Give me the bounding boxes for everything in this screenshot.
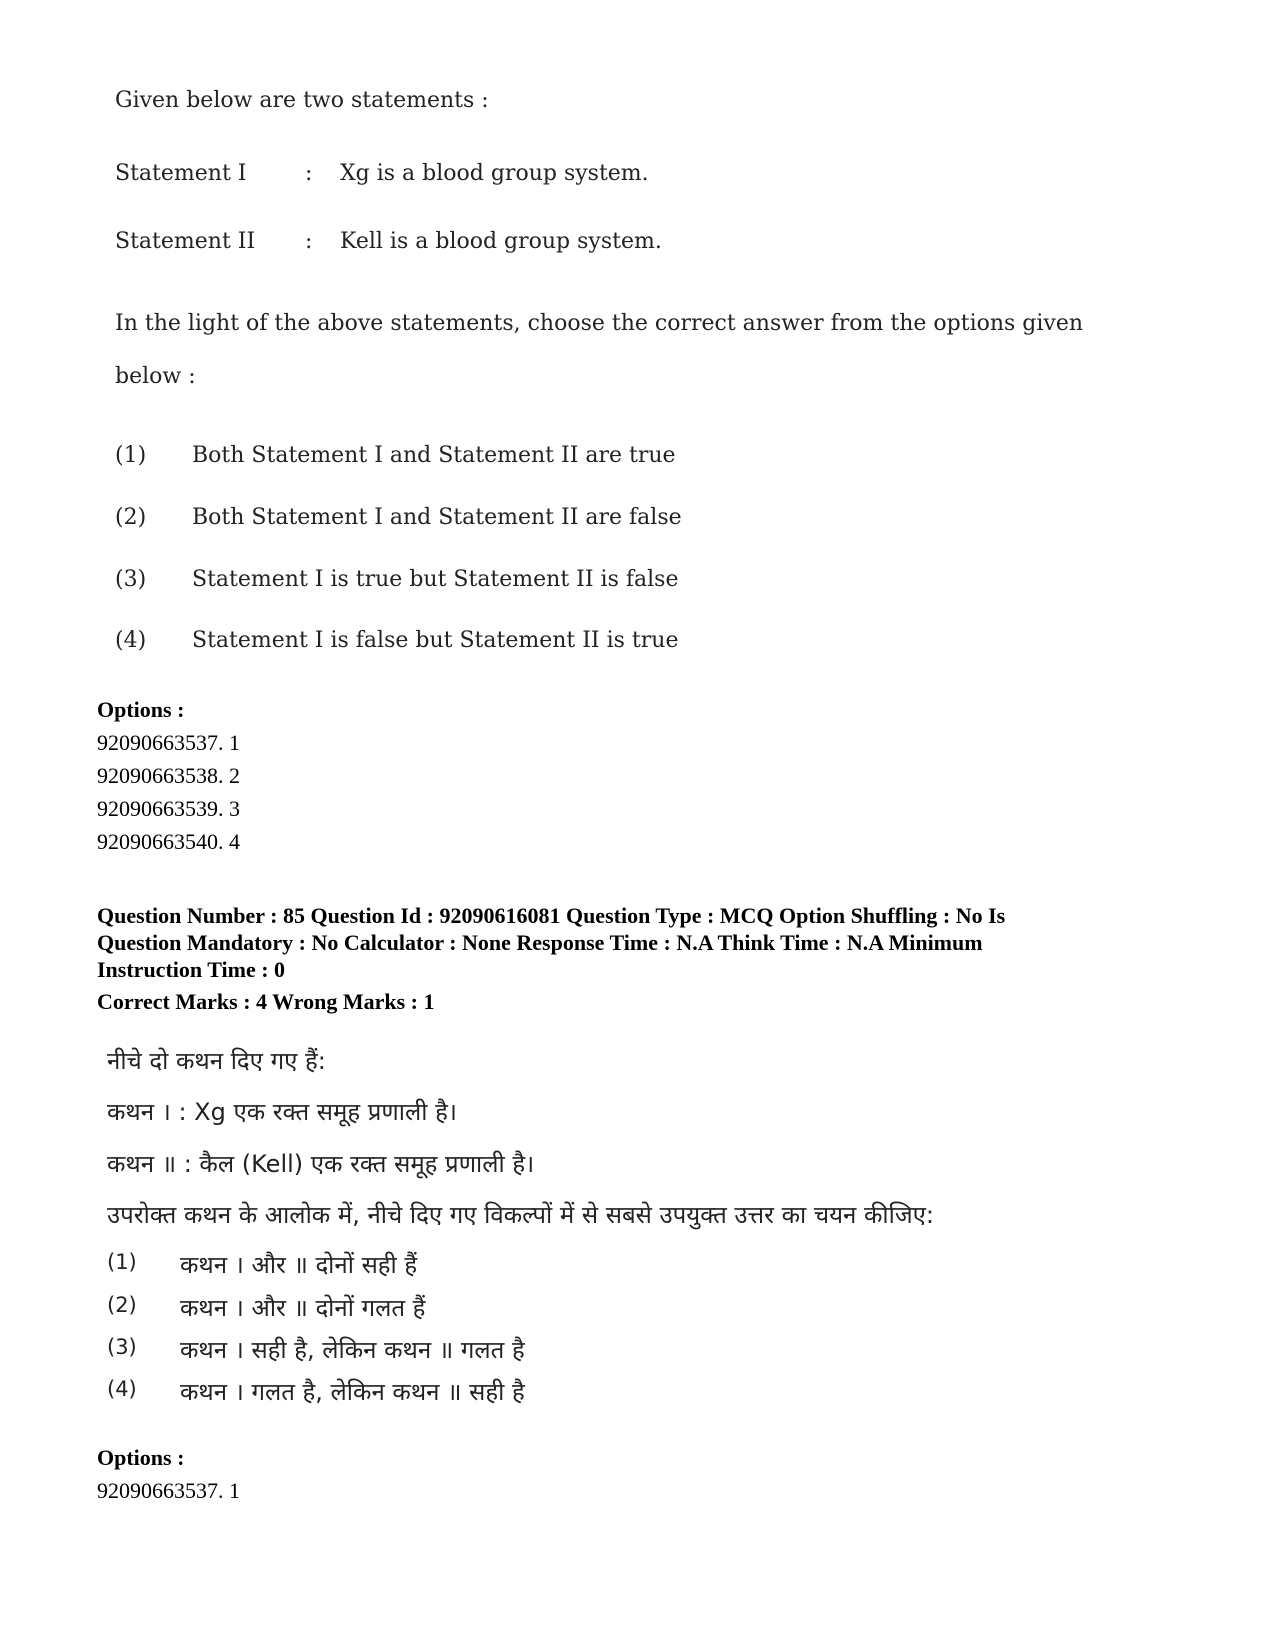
choice-text: Both Statement I and Statement II are false bbox=[192, 505, 682, 530]
choice-number: (2) bbox=[115, 505, 147, 530]
statement-2-text: Kell is a blood group system. bbox=[340, 229, 662, 254]
option-id: 92090663537. 1 bbox=[97, 730, 240, 755]
statement-2-label: Statement II bbox=[115, 229, 256, 254]
hindi-statement-1: कथन । : Xg एक रक्त समूह प्रणाली है। bbox=[107, 1098, 457, 1126]
option-id: 92090663539. 3 bbox=[97, 796, 240, 821]
question-intro-hindi: नीचे दो कथन दिए गए हैं: bbox=[107, 1047, 326, 1075]
options-heading: Options : bbox=[97, 697, 185, 722]
choice-number: (4) bbox=[115, 628, 147, 653]
choice-text: कथन । और ॥ दोनों सही हैं bbox=[180, 1251, 418, 1279]
choice-text: कथन । सही है, लेकिन कथन ॥ गलत है bbox=[180, 1336, 525, 1364]
question-meta-line-3: Instruction Time : 0 bbox=[97, 957, 286, 982]
statement-1-label: Statement I bbox=[115, 161, 247, 186]
statement-1-colon: : bbox=[305, 161, 313, 186]
question-intro-english: Given below are two statements : bbox=[115, 88, 489, 113]
statement-2-colon: : bbox=[305, 229, 313, 254]
hindi-instruction: उपरोक्त कथन के आलोक में, नीचे दिए गए विकल्पों में से सबसे उपयुक्त उत्तर का चयन कीजिए: bbox=[107, 1201, 934, 1229]
options-heading: Options : bbox=[97, 1445, 185, 1470]
option-id: 92090663538. 2 bbox=[97, 763, 240, 788]
question-meta-line-2: Question Mandatory : No Calculator : None Response Time : N.A Think Time : N.A Minimum bbox=[97, 930, 983, 955]
marks-line: Correct Marks : 4 Wrong Marks : 1 bbox=[97, 989, 435, 1014]
instruction-line-2: below : bbox=[115, 364, 196, 389]
choice-number: (3) bbox=[107, 1335, 137, 1359]
choice-text: Statement I is false but Statement II is true bbox=[192, 628, 679, 653]
choice-text: कथन । गलत है, लेकिन कथन ॥ सही है bbox=[180, 1378, 525, 1406]
option-id: 92090663537. 1 bbox=[97, 1478, 240, 1503]
option-id: 92090663540. 4 bbox=[97, 829, 240, 854]
choice-number: (1) bbox=[115, 443, 147, 468]
choice-text: Both Statement I and Statement II are true bbox=[192, 443, 676, 468]
question-meta-line-1: Question Number : 85 Question Id : 92090616081 Question Type : MCQ Option Shuffling : No Is bbox=[97, 903, 1006, 928]
hindi-statement-2: कथन ॥ : कैल (Kell) एक रक्त समूह प्रणाली है। bbox=[107, 1150, 535, 1178]
choice-number: (4) bbox=[107, 1377, 137, 1401]
choice-number: (1) bbox=[107, 1250, 137, 1274]
choice-text: Statement I is true but Statement II is false bbox=[192, 567, 679, 592]
choice-number: (3) bbox=[115, 567, 147, 592]
instruction-line-1: In the light of the above statements, choose the correct answer from the options given bbox=[115, 311, 1084, 336]
statement-1-text: Xg is a blood group system. bbox=[340, 161, 649, 186]
choice-text: कथन । और ॥ दोनों गलत हैं bbox=[180, 1294, 426, 1322]
choice-number: (2) bbox=[107, 1293, 137, 1317]
